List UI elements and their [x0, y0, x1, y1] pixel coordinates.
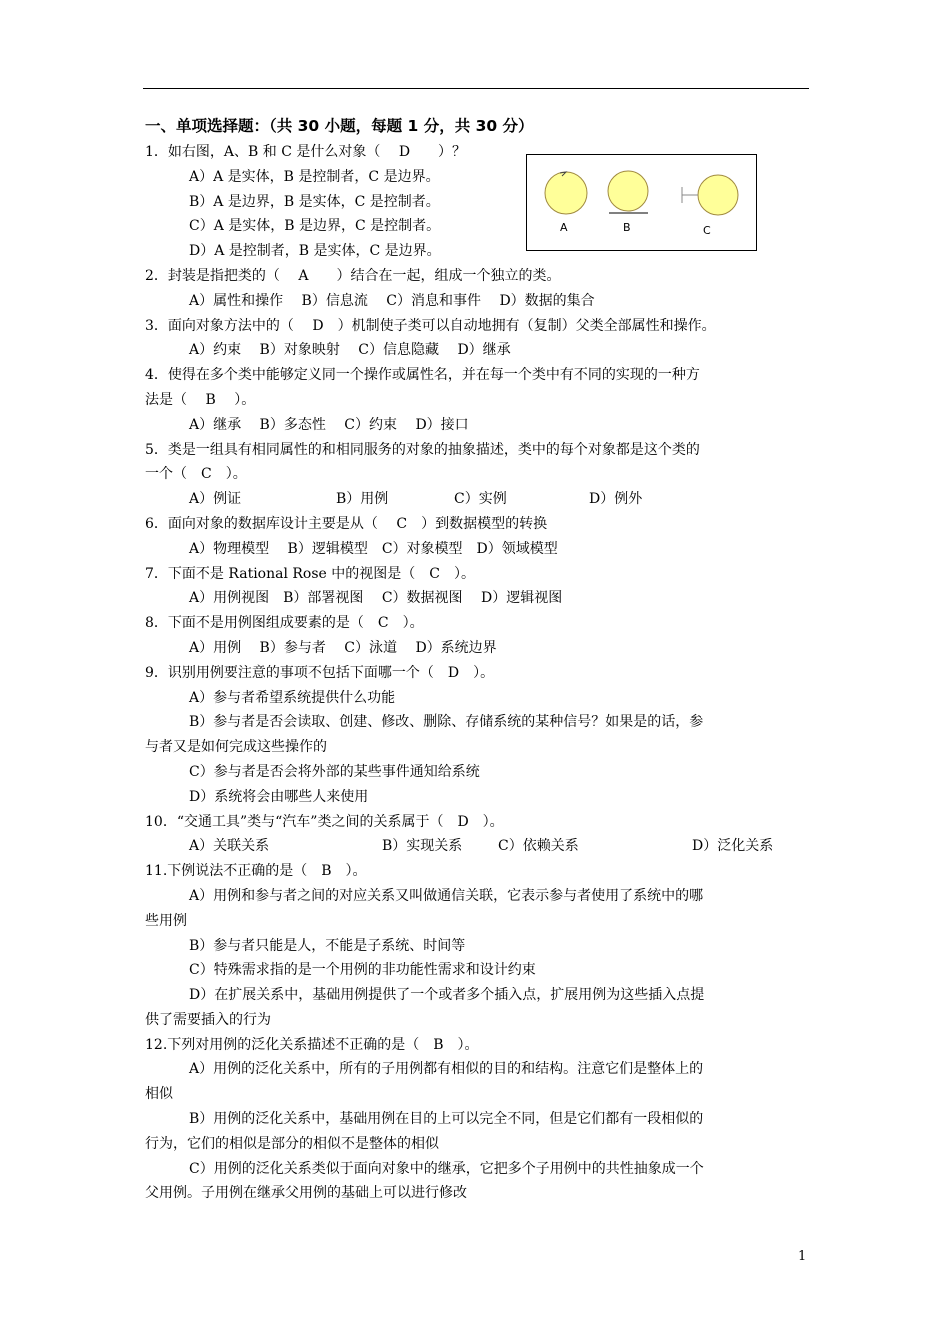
- figure-label-a: A: [560, 221, 568, 234]
- question-3-stem: 3．面向对象方法中的（ D ）机制使子类可以自动地拥有（复制）父类全部属性和操作。: [145, 317, 716, 334]
- question-8-stem: 8．下面不是用例图组成要素的是（ C ）。: [145, 615, 424, 632]
- question-5-option-c: C）实例: [454, 491, 507, 508]
- question-11-option-b: B）参与者只能是人，不能是子系统、时间等: [189, 937, 466, 954]
- question-4-stem-cont: 法是（ B ）。: [145, 391, 256, 408]
- question-6-options: A）物理模型 B）逻辑模型 C）对象模型 D）领域模型: [189, 540, 558, 557]
- question-7-stem: 7．下面不是 Rational Rose 中的视图是（ C ）。: [145, 565, 475, 582]
- question-12-option-c: C）用例的泛化关系类似于面向对象中的继承，它把多个子用例中的共性抽象成一个: [189, 1160, 704, 1177]
- question-5-options: [145, 487, 810, 512]
- question-1-option-b: B）A 是边界，B 是实体，C 是控制者。: [189, 193, 440, 210]
- question-10-stem: 10．“交通工具”类与“汽车”类之间的关系属于（ D ）。: [145, 813, 504, 830]
- question-9-option-a: A）参与者希望系统提供什么功能: [189, 689, 396, 706]
- question-10-option-a: A）关联关系: [189, 838, 270, 855]
- question-3-options: A）约束 B）对象映射 C）信息隐藏 D）继承: [189, 342, 511, 359]
- question-1-option-c: C）A 是实体，B 是边界，C 是控制者。: [189, 218, 441, 235]
- question-6-stem: 6．面向对象的数据库设计主要是从（ C ）到数据模型的转换: [145, 515, 548, 532]
- question-12-option-b-cont: 行为，它们的相似是部分的相似不是整体的相似: [145, 1135, 439, 1152]
- question-11-option-c: C）特殊需求指的是一个用例的非功能性需求和设计约束: [189, 962, 536, 979]
- question-11-option-a-cont: 些用例: [145, 912, 187, 929]
- question-2-options: A）属性和操作 B）信息流 C）消息和事件 D）数据的集合: [189, 292, 595, 309]
- question-5-stem-cont: 一个（ C ）。: [145, 466, 247, 483]
- page-number: 1: [798, 1249, 807, 1264]
- question-12-option-c-cont: 父用例。子用例在继承父用例的基础上可以进行修改: [145, 1185, 467, 1202]
- question-1-option-d: D）A 是控制者，B 是实体，C 是边界。: [189, 243, 441, 260]
- question-8-options: A）用例 B）参与者 C）泳道 D）系统边界: [189, 639, 497, 656]
- question-5-option-d: D）例外: [589, 491, 643, 508]
- figure-label-b: B: [623, 221, 631, 234]
- question-4-stem: 4．使得在多个类中能够定义同一个操作或属性名，并在每一个类中有不同的实现的一种方: [145, 367, 700, 384]
- header-rule: [143, 88, 809, 89]
- question-11-option-a: A）用例和参与者之间的对应关系又叫做通信关联，它表示参与者使用了系统中的哪: [189, 887, 704, 904]
- question-9-option-b-cont: 与者又是如何完成这些操作的: [145, 739, 327, 756]
- question-11-option-d-cont: 供了需要插入的行为: [145, 1011, 271, 1028]
- section-title: 一、单项选择题：（共 30 小题，每题 1 分，共 30 分）: [145, 117, 534, 135]
- question-9-option-d: D）系统将会由哪些人来使用: [189, 788, 369, 805]
- question-1-option-a: A）A 是实体，B 是控制者，C 是边界。: [189, 168, 440, 185]
- question-10-options: [145, 834, 810, 859]
- question-12-option-a-cont: 相似: [145, 1086, 173, 1103]
- question-12-option-b: B）用例的泛化关系中，基础用例在目的上可以完全不同，但是它们都有一段相似的: [189, 1111, 704, 1128]
- question-10-option-b: B）实现关系: [382, 838, 463, 855]
- question-5-option-b: B）用例: [336, 491, 389, 508]
- question-9-option-c: C）参与者是否会将外部的某些事件通知给系统: [189, 763, 480, 780]
- question-11-stem: 11.下例说法不正确的是（ B ）。: [145, 863, 367, 880]
- question-11-option-d: D）在扩展关系中，基础用例提供了一个或者多个插入点，扩展用例为这些插入点提: [189, 987, 705, 1004]
- question-4-options: A）继承 B）多态性 C）约束 D）接口: [189, 416, 469, 433]
- question-list: [145, 112, 810, 1206]
- question-10-option-d: D）泛化关系: [692, 838, 774, 855]
- question-7-options: A）用例视图 B）部署视图 C）数据视图 D）逻辑视图: [189, 590, 563, 607]
- question-9-option-b: B）参与者是否会读取、创建、修改、删除、存储系统的某种信号？如果是的话，参: [189, 714, 704, 731]
- question-10-option-c: C）依赖关系: [498, 838, 579, 855]
- question-5-stem: 5．类是一组具有相同属性的和相同服务的对象的抽象描述，类中的每个对象都是这个类的: [145, 441, 700, 458]
- question-12-stem: 12.下列对用例的泛化关系描述不正确的是（ B ）。: [145, 1036, 479, 1053]
- question-1-stem: 1．如右图，A、B 和 C 是什么对象（ D ）？: [145, 144, 467, 160]
- question-2-stem: 2．封装是指把类的（ A ）结合在一起，组成一个独立的类。: [145, 267, 561, 284]
- question-9-stem: 9．识别用例要注意的事项不包括下面哪一个（ D ）。: [145, 664, 495, 681]
- question-12-option-a: A）用例的泛化关系中，所有的子用例都有相似的目的和结构。注意它们是整体上的: [189, 1061, 704, 1078]
- figure-label-c: C: [703, 224, 711, 237]
- question-5-option-a: A）例证: [189, 491, 242, 508]
